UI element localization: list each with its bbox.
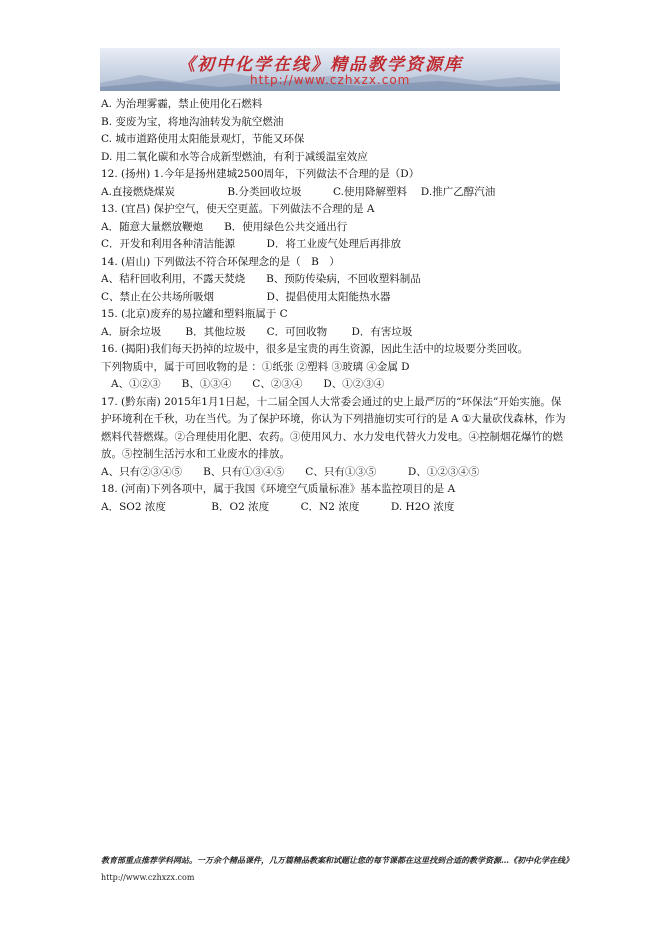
text-line: D. 用二氧化碳和水等合成新型燃油，有利于减缓温室效应 (101, 150, 368, 163)
question-14: 14. (眉山) 下列做法不符合环保理念的是（ B ） (101, 255, 340, 268)
site-title: 《初中化学在线》精品教学资源库 (178, 55, 463, 75)
footer-text: 教育部重点推荐学科网站。一万余个精品课件，几万篇精品教案和试题让您的每节课都在这里找到合适的教学资源…《初中化学在线》 (101, 855, 573, 865)
text-line: A. 为治理雾霾，禁止使用化石燃料 (101, 98, 263, 110)
header-banner (100, 48, 560, 91)
text-line: A．SO2 浓度 B．O2 浓度 C．N2 浓度 D. H2O 浓度 (101, 500, 455, 513)
text-line: B. 变废为宝，将地沟油转发为航空燃油 (101, 115, 284, 128)
text-line: A．随意大量燃放鞭炮 B．使用绿色公共交通出行 (101, 220, 348, 233)
question-17: 17. (黔东南) 2015年1月1日起，十二届全国人大常委会通过的史上最严厉的“环保法”开始实施。保护环境利在千秋，功在当代。为了保护环境，你认为下列措施切实可行的是 A ①大量砍伐森林，作为燃料代替燃煤。②合理使用化肥、农药。③使用风力、水力发电代替火力发电。④控制烟花爆竹的燃放。⑤控制生活污水和工业废水的排放。 (101, 395, 566, 460)
question-15: 15. (北京)废弃的易拉罐和塑料瓶属于 C (101, 308, 288, 320)
page-footer (101, 852, 571, 886)
text-line: C. 城市道路使用太阳能景观灯，节能又环保 (101, 133, 305, 145)
text-line: 下列物质中，属于可回收物的是 ：①纸张 ②塑料 ③玻璃 ④金属 D (101, 360, 410, 373)
question-list (101, 96, 571, 516)
text-line: A.直接燃烧煤炭 B.分类回收垃圾 C.使用降解塑料 D.推广乙醇汽油 (101, 185, 496, 198)
footer-url[interactable]: http://www.czhxzx.com (101, 873, 195, 882)
text-line: A、只有②③④⑤ B、只有①③④⑤ C、只有①③⑤ D、①②③④⑤ (101, 465, 480, 478)
question-18: 18. (河南)下列各项中，属于我国《环境空气质量标准》基本监控项目的是 A (101, 483, 456, 495)
site-url[interactable]: http://www.czhxzx.com (250, 73, 411, 87)
question-12: 12. (扬州) 1.今年是扬州建城2500周年，下列做法不合理的是（D） (101, 168, 420, 180)
text-line: C、禁止在公共场所吸烟 D、提倡使用太阳能热水器 (101, 290, 391, 303)
question-16: 16. (揭阳)我们每天扔掉的垃圾中，很多是宝贵的再生资源，因此生活中的垃圾要分类回收。 (101, 343, 529, 355)
text-line: A、①②③ B、①③④ C、②③④ D、①②③④ (111, 378, 385, 390)
text-line: C．开发和利用各种清洁能源 D．将工业废气处理后再排放 (101, 238, 401, 250)
text-line: A．厨余垃圾 B．其他垃圾 C．可回收物 D．有害垃圾 (101, 325, 413, 338)
text-line: A、秸秆回收利用，不露天焚烧 B、预防传染病，不回收塑料制品 (101, 273, 421, 285)
question-13: 13. (宜昌) 保护空气，使天空更蓝。下列做法不合理的是 A (101, 203, 375, 215)
